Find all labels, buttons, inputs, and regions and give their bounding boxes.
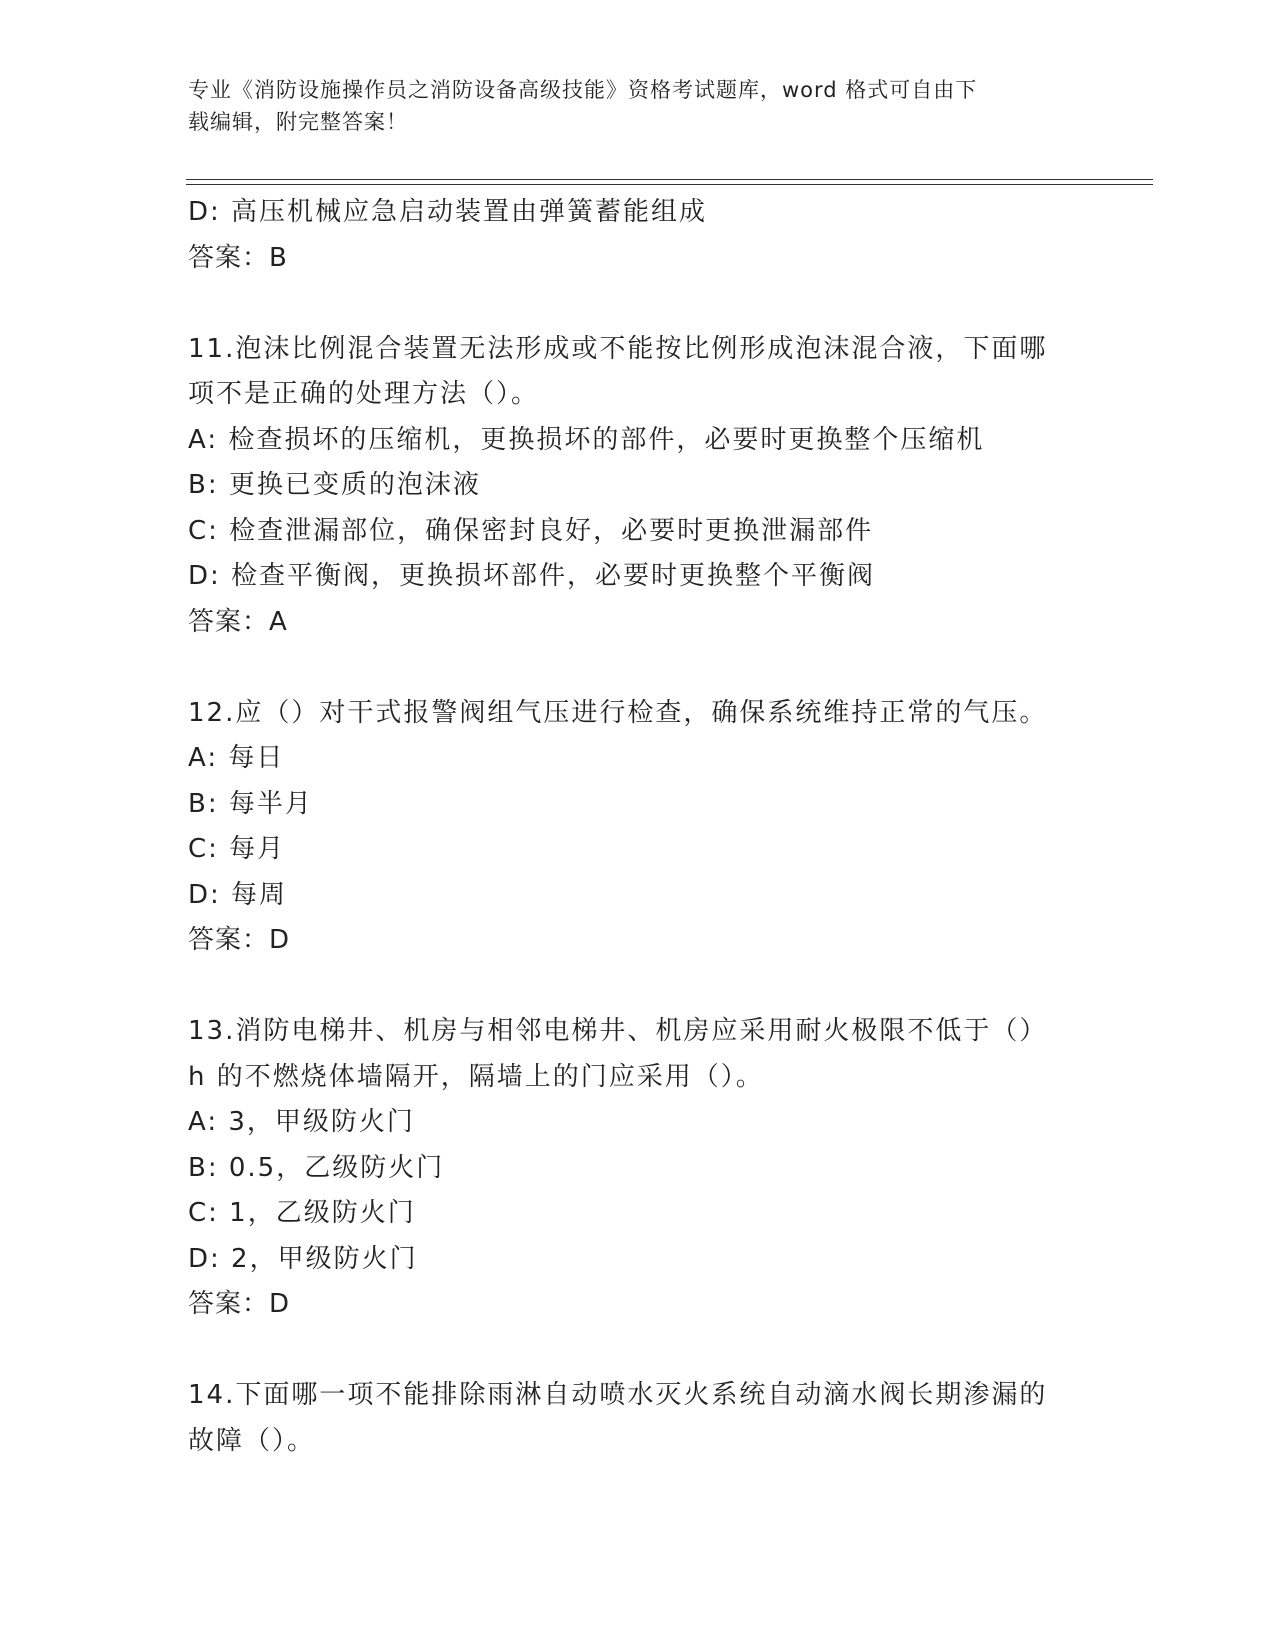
option-b: B: 0.5，乙级防火门	[188, 1152, 445, 1183]
option-c: C: 检查泄漏部位，确保密封良好，必要时更换泄漏部件	[188, 515, 874, 546]
header-divider-top	[186, 179, 1153, 180]
header-line-2: 载编辑，附完整答案！	[188, 110, 408, 134]
option-d: D: 高压机械应急启动装置由弹簧蓄能组成	[188, 197, 708, 227]
option-d: D: 检查平衡阀，更换损坏部件，必要时更换整个平衡阀	[188, 561, 876, 591]
question-stem: 故障（）。	[188, 1425, 316, 1456]
question-11	[188, 327, 1148, 646]
question-stem: 11.泡沫比例混合装置无法形成或不能按比例形成泡沫混合液，下面哪	[188, 333, 1048, 364]
document-body	[188, 190, 1148, 1464]
header-divider-bottom	[186, 184, 1153, 185]
header-line-1: 专业《消防设施操作员之消防设备高级技能》资格考试题库，word 格式可自由下	[188, 78, 978, 102]
option-a: A: 每日	[188, 743, 285, 773]
document-header	[188, 74, 1088, 138]
option-d: D: 每周	[188, 879, 288, 910]
answer: 答案：A	[188, 606, 288, 637]
option-b: B: 每半月	[188, 788, 313, 819]
spacer	[188, 964, 1148, 1010]
question-stem: 14.下面哪一项不能排除雨淋自动喷水灭火系统自动滴水阀长期渗漏的	[188, 1380, 1048, 1410]
question-12	[188, 691, 1148, 964]
option-a: A: 3，甲级防火门	[188, 1107, 415, 1137]
question-stem: h 的不燃烧体墙隔开，隔墙上的门应采用（）。	[188, 1061, 764, 1092]
spacer	[188, 281, 1148, 327]
option-c: C: 每月	[188, 834, 286, 864]
answer: 答案：B	[188, 242, 288, 273]
question-10	[188, 190, 1148, 281]
option-a: A: 检查损坏的压缩机，更换损坏的部件，必要时更换整个压缩机	[188, 424, 985, 455]
question-14	[188, 1373, 1148, 1464]
question-13	[188, 1009, 1148, 1328]
spacer	[188, 645, 1148, 691]
spacer	[188, 1328, 1148, 1374]
option-b: B: 更换已变质的泡沫液	[188, 470, 481, 500]
option-d: D: 2，甲级防火门	[188, 1243, 418, 1274]
answer: 答案：D	[188, 1289, 291, 1319]
question-stem: 12.应（）对干式报警阀组气压进行检查，确保系统维持正常的气压。	[188, 697, 1048, 728]
question-stem: 项不是正确的处理方法（）。	[188, 379, 540, 409]
option-c: C: 1，乙级防火门	[188, 1198, 416, 1228]
answer: 答案：D	[188, 925, 291, 955]
question-stem: 13.消防电梯井、机房与相邻电梯井、机房应采用耐火极限不低于（）	[188, 1016, 1048, 1046]
